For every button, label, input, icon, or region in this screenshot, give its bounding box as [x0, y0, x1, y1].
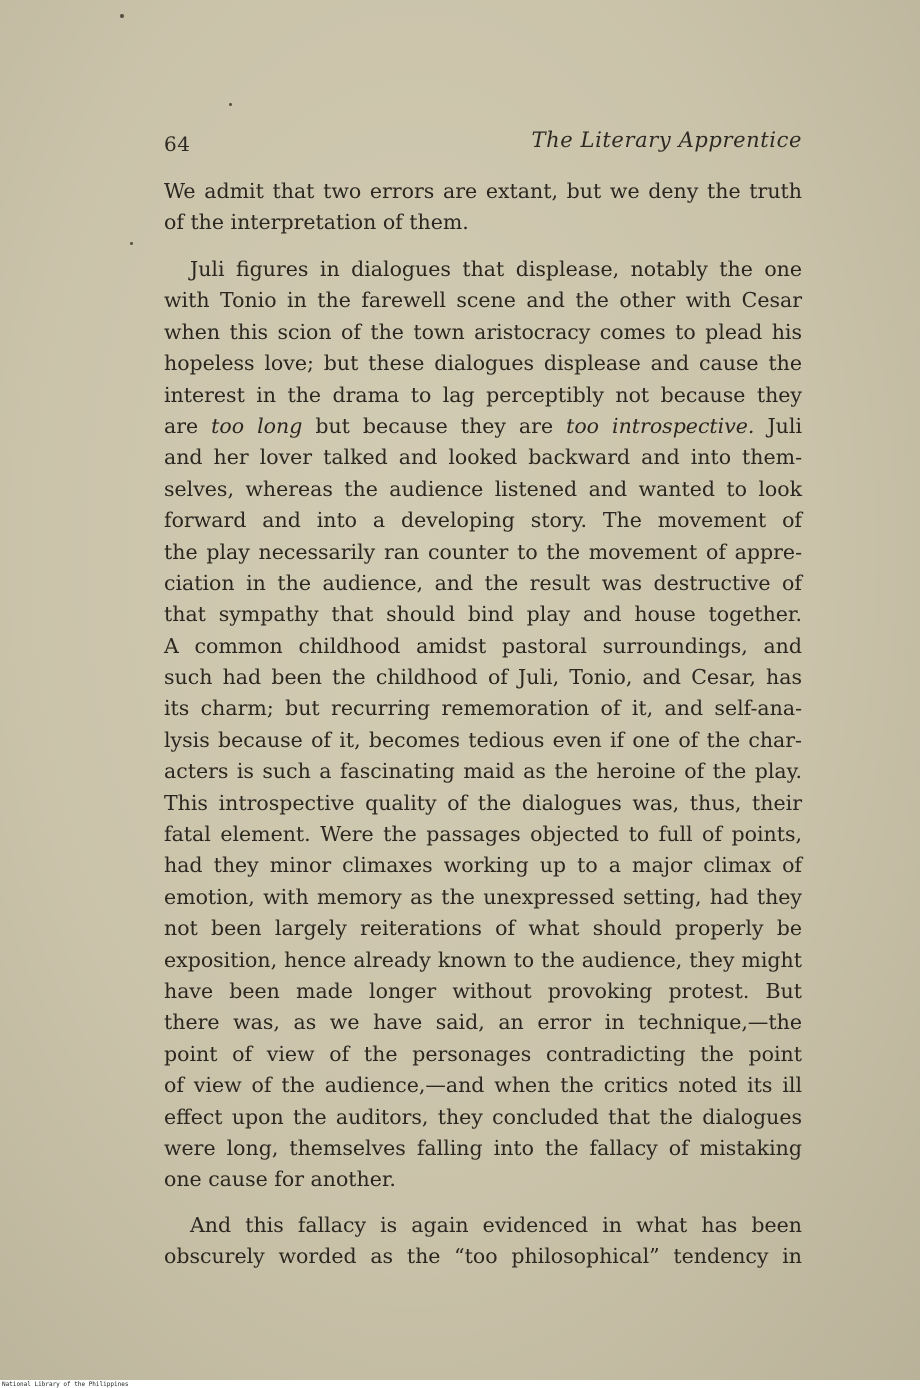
text-line: And this fallacy is again evidenced in what has been: [190, 1213, 802, 1237]
text-line: forward and into a developing story. The movement of: [164, 508, 802, 533]
text-line: effect upon the auditors, they concluded that the dialogues: [164, 1104, 802, 1129]
text-line: one cause for another.: [164, 1167, 396, 1192]
line-end: Juli: [754, 413, 802, 438]
text-line: fatal element. Were the passages objected to full of points,: [164, 822, 802, 847]
text-line: and her lover talked and looked backward and into them-: [164, 445, 802, 470]
line-start: are: [164, 413, 212, 438]
text-line: such had been the childhood of Juli, Tonio, and Cesar, has: [164, 665, 802, 690]
text-line-with-italics: [164, 411, 802, 442]
text-line: had they minor climaxes working up to a major climax of: [164, 853, 802, 878]
text-line: with Tonio in the farewell scene and the other with Cesar: [164, 288, 802, 313]
paragraph-2: [164, 254, 802, 1196]
text-line: selves, whereas the audience listened and wanted to look: [164, 476, 802, 501]
text-line: the play necessarily ran counter to the movement of appre-: [164, 539, 802, 564]
text-line: obscurely worded as the “too philosophical” tendency in: [164, 1244, 802, 1269]
footer-strip: [0, 1380, 920, 1388]
paragraph-3: [164, 1210, 802, 1273]
text-line: exposition, hence already known to the audience, they might: [164, 947, 802, 972]
library-credit: National Library of the Philippines: [2, 1381, 129, 1388]
italic-phrase: too long: [211, 413, 303, 438]
text-line: that sympathy that should bind play and house together.: [164, 602, 802, 627]
line-middle: but because they are: [302, 413, 567, 438]
text-line: point of view of the personages contradicting the point: [164, 1041, 802, 1066]
text-line: its charm; but recurring rememoration of it, and self-ana-: [164, 696, 802, 721]
text-line: not been largely reiterations of what should properly be: [164, 916, 802, 941]
ink-speck: [130, 242, 133, 245]
running-title: The Literary Apprentice: [531, 128, 802, 152]
text-line: when this scion of the town aristocracy comes to plead his: [164, 319, 802, 344]
text-line: have been made longer without provoking protest. But: [164, 978, 802, 1003]
ink-speck: [120, 14, 124, 18]
italic-phrase: too introspective.: [566, 413, 755, 438]
text-line: lysis because of it, becomes tedious even if one of the char-: [164, 727, 802, 752]
text-line: We admit that two errors are extant, but we deny the truth: [164, 179, 802, 203]
text-line: there was, as we have said, an error in technique,—the: [164, 1010, 802, 1035]
text-line: This introspective quality of the dialogues was, thus, their: [164, 790, 802, 815]
text-line: were long, themselves falling into the fallacy of mistaking: [164, 1135, 802, 1160]
ink-speck: [229, 103, 232, 106]
page-number: 64: [164, 132, 191, 156]
text-line: Juli figures in dialogues that displease, notably the one: [190, 257, 802, 281]
text-line: hopeless love; but these dialogues displease and cause the: [164, 351, 802, 376]
text-line: of view of the audience,—and when the critics noted its ill: [164, 1073, 802, 1098]
text-line: acters is such a fascinating maid as the heroine of the play.: [164, 759, 802, 784]
page-header: [164, 128, 802, 160]
text-line: A common childhood amidst pastoral surroundings, and: [164, 633, 802, 658]
text-line: of the interpretation of them.: [164, 210, 469, 235]
paragraph-1: [164, 176, 802, 239]
text-line: ciation in the audience, and the result was destructive of: [164, 570, 802, 595]
text-line: emotion, with memory as the unexpressed setting, had they: [164, 884, 802, 909]
text-line: interest in the drama to lag perceptibly not because they: [164, 382, 802, 407]
